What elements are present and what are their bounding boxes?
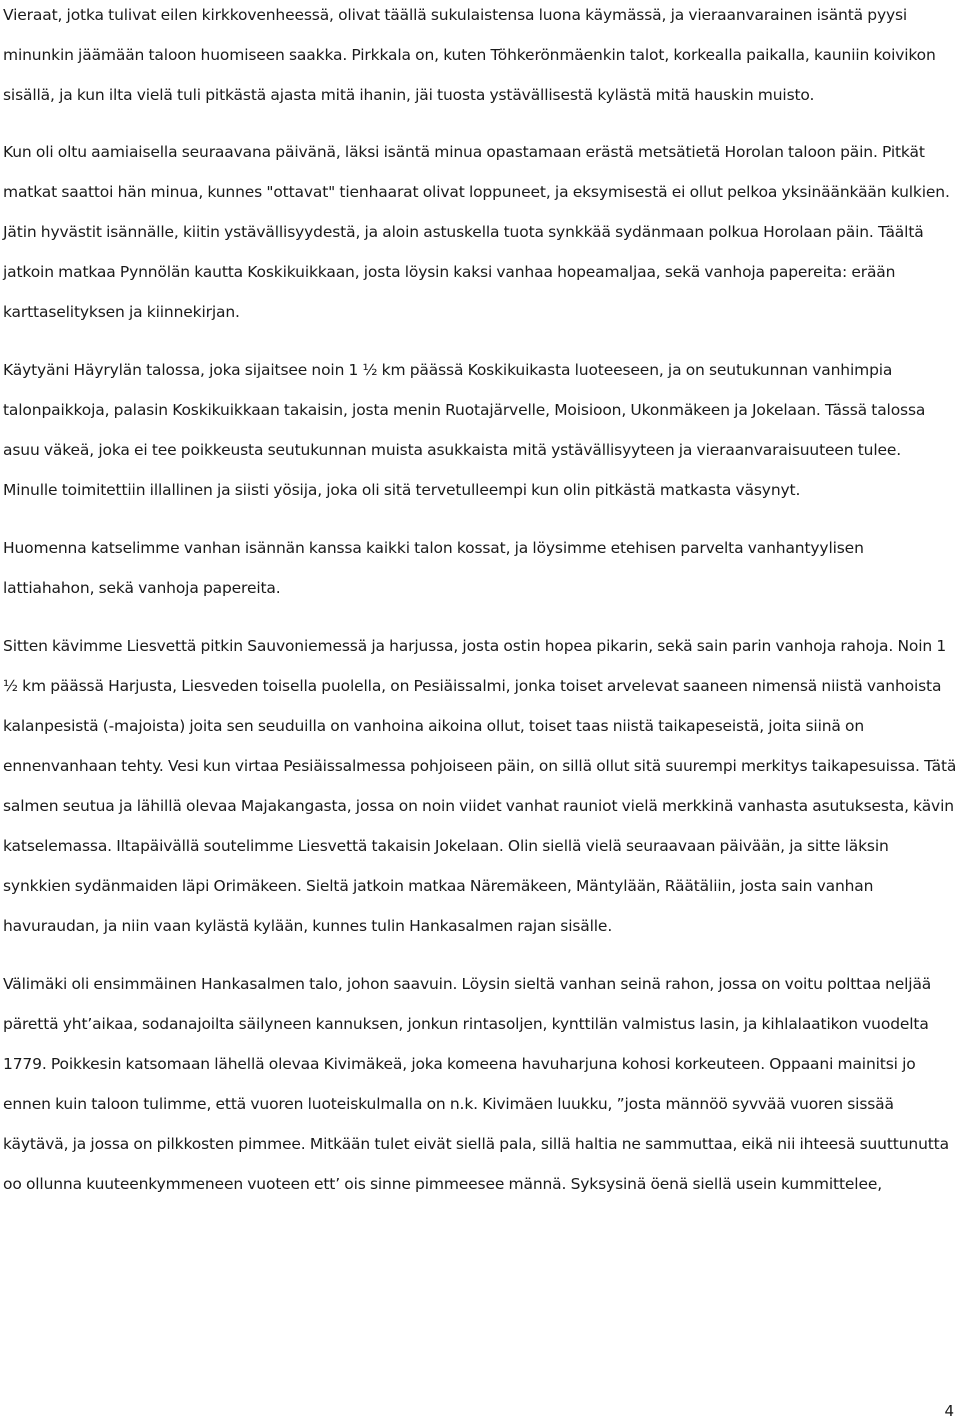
paragraph-6: Välimäki oli ensimmäinen Hankasalmen talo, johon saavuin. Löysin sieltä vanhan seinä rahon, jossa on voitu polttaa neljää pärettä yht’aikaa, sodanajoilta säilyneen kannuksen, jonkun rintasoljen, kynttilän valmistus lasin, ja kihlalaatikon vuodelta 1779. Poikkesin katsomaan lähellä olevaa Kivimäkeä, joka komeena havuharjuna kohosi korkeuteen. Oppaani mainitsi jo ennen kuin taloon tulimme, että vuoren luoteiskulmalla on n.k. Kivimäen luukku, ”josta männöö syvvää vuoren sissää käytävä, ja jossa on pilkkosten pimmee. Mitkään tulet eivät siellä pala, sillä haltia ne sammuttaa, eikä nii ihteesä suuttunutta oo ollunna kuuteenkymmeneen vuoteen ett’ ois sinne pimmeesee männä. Syksysinä öenä siellä usein kummittelee, [3,975,949,1193]
page-number: 4 [944,1402,954,1420]
document-page [3,0,957,1204]
paragraph-4: Huomenna katselimme vanhan isännän kanssa kaikki talon kossat, ja löysimme etehisen parvelta vanhantyylisen lattiahahon, sekä vanhoja papereita. [3,539,864,597]
paragraph-5: Sitten kävimme Liesvettä pitkin Sauvoniemessä ja harjussa, josta ostin hopea pikarin, sekä sain parin vanhoja rahoja. Noin 1 ½ km päässä Harjusta, Liesveden toisella puolella, on Pesiäissalmi, jonka toiset arvelevat saaneen nimensä niistä vanhoista kalanpesistä (-majoista) joita sen seuduilla on vanhoina aikoina ollut, toiset taas niistä taikapeseistä, joita siinä on ennenvanhaan tehty. Vesi kun virtaa Pesiäissalmessa pohjoiseen päin, on sillä ollut sitä suurempi merkitys taikapesuissa. Tätä salmen seutua ja lähillä olevaa Majakangasta, jossa on noin viidet vanhat rauniot vielä merkkinä vanhasta asutuksesta, kävin katselemassa. Iltapäivällä soutelimme Liesvettä takaisin Jokelaan. Olin siellä vielä seuraavaan päivään, ja sitte läksin synkkien sydänmaiden läpi Orimäkeen. Sieltä jatkoin matkaa Näremäkeen, Mäntylään, Räätäliin, josta sain vanhan havuraudan, ja niin vaan kylästä kylään, kunnes tulin Hankasalmen rajan sisälle. [3,637,957,935]
paragraph-1: Vieraat, jotka tulivat eilen kirkkovenheessä, olivat täällä sukulaistensa luona käymässä, ja vieraanvarainen isäntä pyysi minunkin jäämään taloon huomiseen saakka. Pirkkala on, kuten Töhkerönmäenkin talot, korkealla paikalla, kauniin koivikon sisällä, ja kun ilta vielä tuli pitkästä ajasta mitä ihanin, jäi tuosta ystävällisestä kylästä mitä hauskin muisto. [3,6,936,104]
paragraph-3: Käytyäni Häyrylän talossa, joka sijaitsee noin 1 ½ km päässä Koskikuikasta luoteeseen, ja on seutukunnan vanhimpia talonpaikkoja, palasin Koskikuikkaan takaisin, josta menin Ruotajärvelle, Moisioon, Ukonmäkeen ja Jokelaan. Tässä talossa asuu väkeä, joka ei tee poikkeusta seutukunnan muista asukkaista mitä ystävällisyyteen ja vieraanvaraisuuteen tulee. Minulle toimitettiin illallinen ja siisti yösija, joka oli sitä tervetulleempi kun olin pitkästä matkasta väsynyt. [3,361,926,499]
paragraph-2: Kun oli oltu aamiaisella seuraavana päivänä, läksi isäntä minua opastamaan erästä metsätietä Horolan taloon päin. Pitkät matkat saattoi hän minua, kunnes "ottavat" tienhaarat olivat loppuneet, ja eksymisestä ei ollut pelkoa yksinäänkään kulkien. Jätin hyvästit isännälle, kiitin ystävällisyydestä, ja aloin astuskella tuota synkkää sydänmaan polkua Horolaan päin. Täältä jatkoin matkaa Pynnölän kautta Koskikuikkaan, josta löysin kaksi vanhaa hopeamaljaa, sekä vanhoja papereita: erään karttaselityksen ja kiinnekirjan. [3,143,950,321]
